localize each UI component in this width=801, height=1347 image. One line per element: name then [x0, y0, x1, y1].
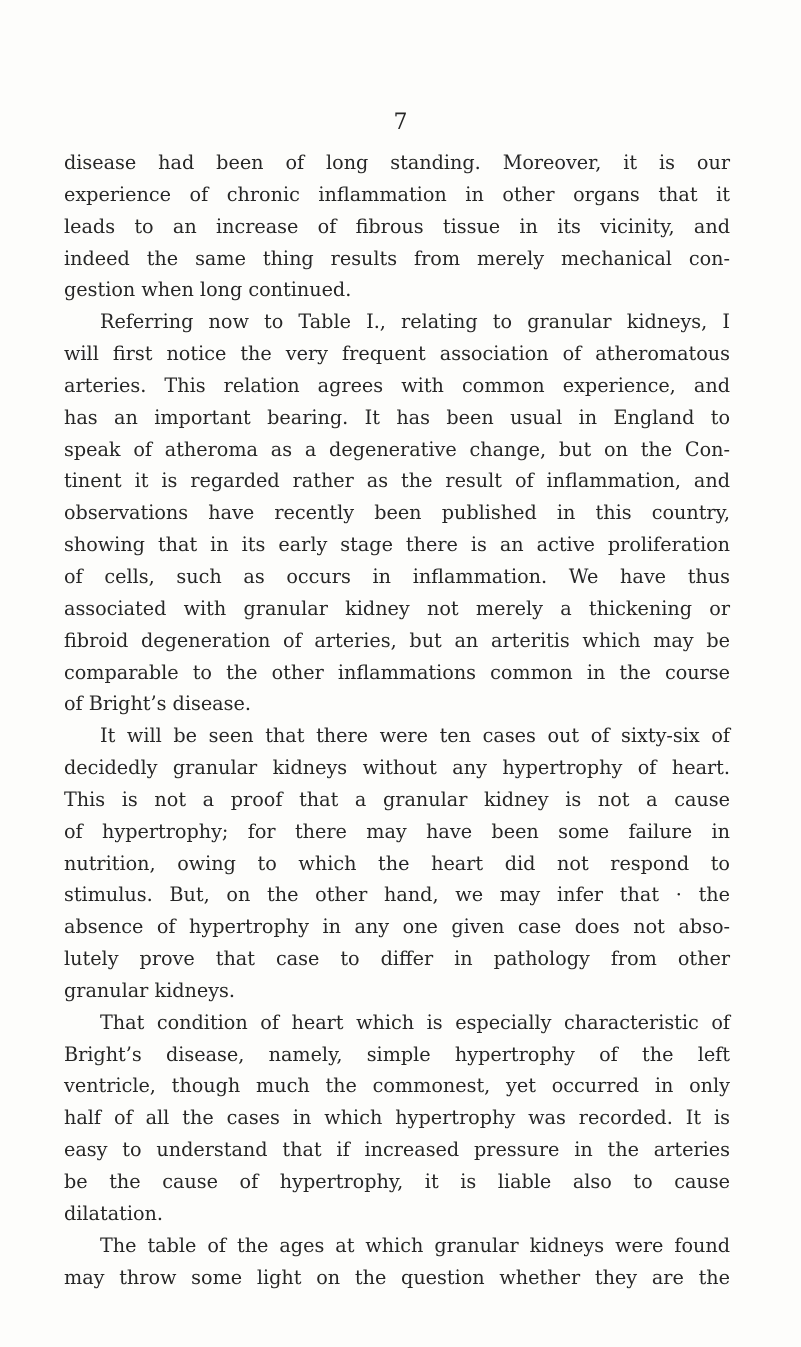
text-line: absence of hypertrophy in any one given case does not abso-	[64, 915, 730, 939]
text-line: of cells, such as occurs in inflammation. We have thus	[64, 564, 730, 588]
text-line: gestion when long continued.	[64, 278, 352, 302]
text-line: will first notice the very frequent association of atheromatous	[64, 342, 730, 366]
text-line: comparable to the other inflammations common in the course	[64, 660, 730, 684]
text-line: decidedly granular kidneys without any hypertrophy of heart.	[64, 756, 730, 780]
text-line: be the cause of hypertrophy, it is liable also to cause	[64, 1170, 730, 1193]
text-line: Referring now to Table I., relating to granular kidneys, I	[100, 310, 730, 334]
text-line: has an important bearing. It has been usual in England to	[64, 405, 730, 429]
text-line: half of all the cases in which hypertrophy was recorded. It is	[64, 1106, 730, 1130]
text-line: granular kidneys.	[64, 978, 236, 1002]
text-line: disease had been of long standing. Moreover, it is our	[64, 151, 730, 174]
text-line: dilatation.	[64, 1201, 164, 1225]
body-text	[64, 147, 730, 1293]
text-line: The table of the ages at which granular kidneys were found	[100, 1233, 730, 1257]
text-line: lutely prove that case to differ in pathology from other	[64, 947, 730, 971]
text-line: observations have recently been published in this country,	[64, 501, 730, 525]
text-line: fibroid degeneration of arteries, but an arteritis which may be	[64, 628, 730, 652]
text-line: associated with granular kidney not merely a thickening or	[64, 596, 730, 620]
text-line: ventricle, though much the commonest, yet occurred in only	[64, 1074, 730, 1098]
text-line: Bright’s disease, namely, simple hypertrophy of the left	[64, 1042, 730, 1066]
text-line: indeed the same thing results from merely mechanical con-	[64, 246, 730, 270]
text-line: speak of atheroma as a degenerative change, but on the Con-	[64, 437, 730, 461]
text-line: arteries. This relation agrees with common experience, and	[64, 373, 730, 397]
text-line: tinent it is regarded rather as the result of inflammation, and	[64, 469, 730, 493]
text-line: This is not a proof that a granular kidney is not a cause	[64, 787, 730, 811]
text-line: easy to understand that if increased pressure in the arteries	[64, 1138, 730, 1162]
text-line: of Bright’s disease.	[64, 692, 251, 716]
page-number: 7	[393, 110, 408, 135]
text-line: That condition of heart which is especially characteristic of	[100, 1010, 730, 1034]
text-line: of hypertrophy; for there may have been some failure in	[64, 819, 730, 843]
text-line: nutrition, owing to which the heart did not respond to	[64, 851, 730, 875]
text-line: showing that in its early stage there is an active proliferation	[64, 533, 730, 557]
text-line: may throw some light on the question whether they are the	[64, 1265, 730, 1289]
text-line: leads to an increase of fibrous tissue in its vicinity, and	[64, 214, 730, 238]
text-line: experience of chronic inflammation in other organs that it	[64, 182, 730, 206]
text-line: stimulus. But, on the other hand, we may infer that · the	[64, 883, 730, 907]
text-line: It will be seen that there were ten cases out of sixty-six of	[100, 724, 730, 748]
